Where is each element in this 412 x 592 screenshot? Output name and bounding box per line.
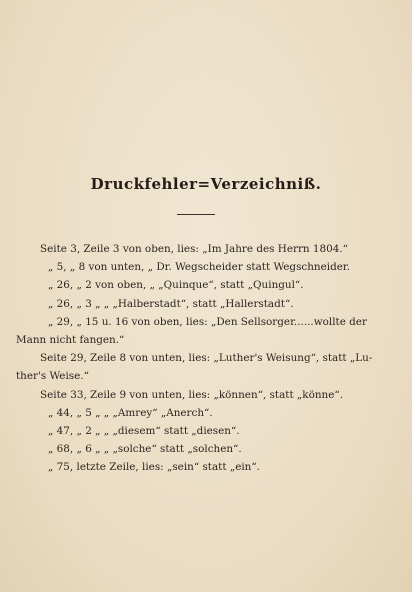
- errata-line: „ 26, „ 3 „ „ „Halberstadt“, statt „Hallerstadt“.: [48, 297, 294, 310]
- errata-line: ther's Weise.“: [16, 370, 89, 383]
- errata-line: „ 68, „ 6 „ „ „solche“ statt „solchen“.: [48, 443, 242, 456]
- page-title: Druckfehler=Verzeichniß.: [90, 175, 322, 193]
- errata-line: Seite 33, Zeile 9 von unten, lies: „können“, statt „könne“.: [40, 388, 344, 401]
- errata-line: „ 44, „ 5 „ „ „Amrey“ „Anerch“.: [48, 406, 213, 419]
- errata-line: Mann nicht fangen.“: [16, 333, 125, 346]
- errata-line: „ 75, letzte Zeile, lies: „sein“ statt „ein“.: [48, 461, 260, 474]
- errata-list: [16, 240, 388, 476]
- errata-line: „ 47, „ 2 „ „ „diesem“ statt „diesen“.: [48, 424, 240, 437]
- errata-line: „ 26, „ 2 von oben, „ „Quinque“, statt „Quingul“.: [48, 279, 304, 292]
- errata-line: Seite 3, Zeile 3 von oben, lies: „Im Jahre des Herrn 1804.“: [40, 243, 348, 255]
- errata-line: „ 5, „ 8 von unten, „ Dr. Wegscheider statt Wegschneider.: [48, 261, 351, 274]
- errata-line: Seite 29, Zeile 8 von unten, lies: „Luther's Weisung“, statt „Lu-: [40, 352, 373, 365]
- errata-line: „ 29, „ 15 u. 16 von oben, lies: „Den Sellsorger......wollte der: [48, 315, 367, 328]
- title-divider: [177, 214, 215, 215]
